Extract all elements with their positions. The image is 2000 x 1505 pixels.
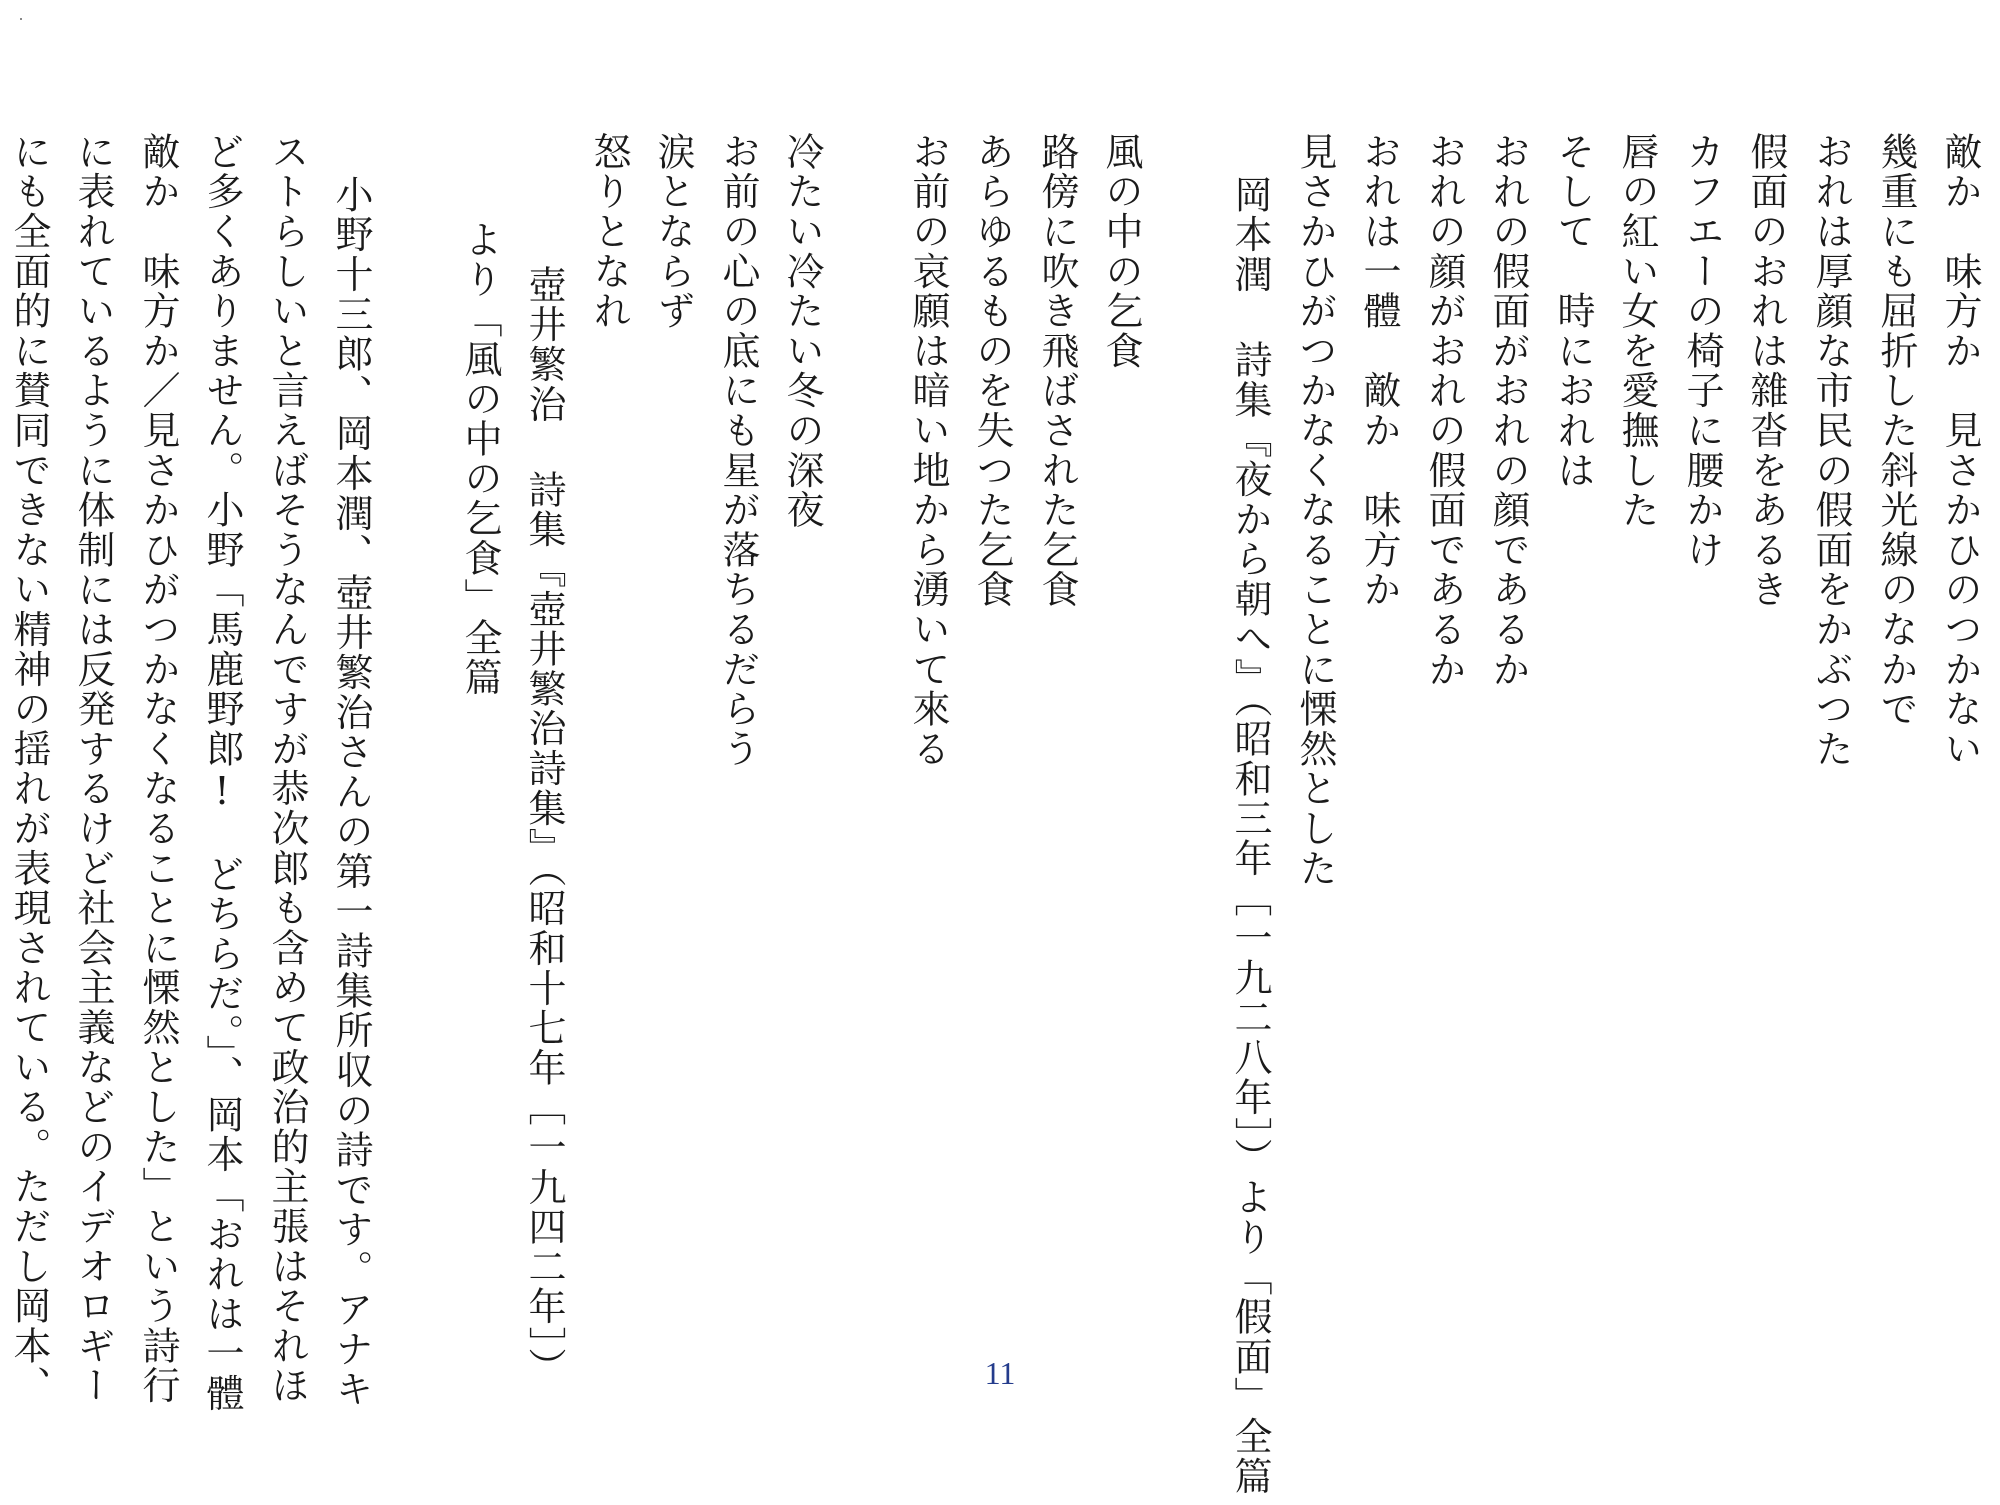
poem1-line: おれは一體 敵か 味方か: [1357, 132, 1401, 610]
poem1-line: おれは厚顔な市民の假面をかぶつた: [1809, 132, 1853, 769]
page-number: 11: [984, 1355, 1016, 1391]
poem1-line: 敵か 味方か 見さかひのつかない: [1938, 132, 1982, 769]
commentary-line: 小野十三郎、岡本潤、壺井繁治さんの第一詩集所収の詩です。アナキ: [329, 175, 373, 1409]
poem2-line: 風の中の乞食: [1099, 132, 1143, 371]
poem2-line: 路傍に吹き飛ばされた乞食: [1035, 132, 1079, 610]
poem1-line: カフエーの椅子に腰かけ: [1680, 132, 1724, 570]
poem1-line: おれの假面がおれの顔であるか: [1486, 132, 1530, 690]
commentary-line: ど多くありません。小野「馬鹿野郎! どちらだ。」、岡本「おれは一體: [200, 132, 244, 1414]
poem2-source-line1: 壺井繁治 詩集『壺井繁治詩集』（昭和十七年［一九四二年］）: [522, 265, 566, 1388]
poem2-line: あらゆるものを失つた乞食: [970, 132, 1014, 610]
commentary-line: に表れているように体制には反発するけど社会主義などのイデオロギー: [71, 132, 115, 1406]
poem1-source: 岡本潤 詩集『夜から朝へ』（昭和三年［一九二八年］）より「假面」全篇: [1228, 175, 1272, 1497]
poem2-line: 冷たい冷たい冬の深夜: [780, 132, 824, 530]
commentary-line: にも全面的に賛同できない精神の揺れが表現されている。ただし岡本、: [7, 132, 51, 1406]
poem2-line: 涙とならず: [651, 132, 695, 331]
poem1-line: 見さかひがつかなくなることに慄然とした: [1293, 132, 1337, 889]
poem2-source-line2: より「風の中の乞食」全篇: [458, 220, 502, 698]
commentary-line: 敵か 味方か／見さかひがつかなくなることに慄然とした」という詩行: [136, 132, 180, 1406]
poem2-line: お前の心の底にも星が落ちるだらう: [716, 132, 760, 769]
poem2-line: 怒りとなれ: [587, 132, 631, 331]
poem1-line: 假面のおれは雜沓をあるき: [1744, 132, 1788, 610]
poem1-line: 幾重にも屈折した斜光線のなかで: [1874, 132, 1918, 729]
page-corner-mark: [20, 18, 22, 20]
poem1-line: おれの顔がおれの假面であるか: [1422, 132, 1466, 690]
poem1-line: 唇の紅い女を愛撫した: [1615, 132, 1659, 530]
commentary-line: ストらしいと言えばそうなんですが恭次郎も含めて政治的主張はそれほ: [265, 132, 309, 1406]
poem2-line: お前の哀願は暗い地から湧いて來る: [906, 132, 950, 769]
poem1-line: そして 時におれは: [1551, 132, 1595, 491]
